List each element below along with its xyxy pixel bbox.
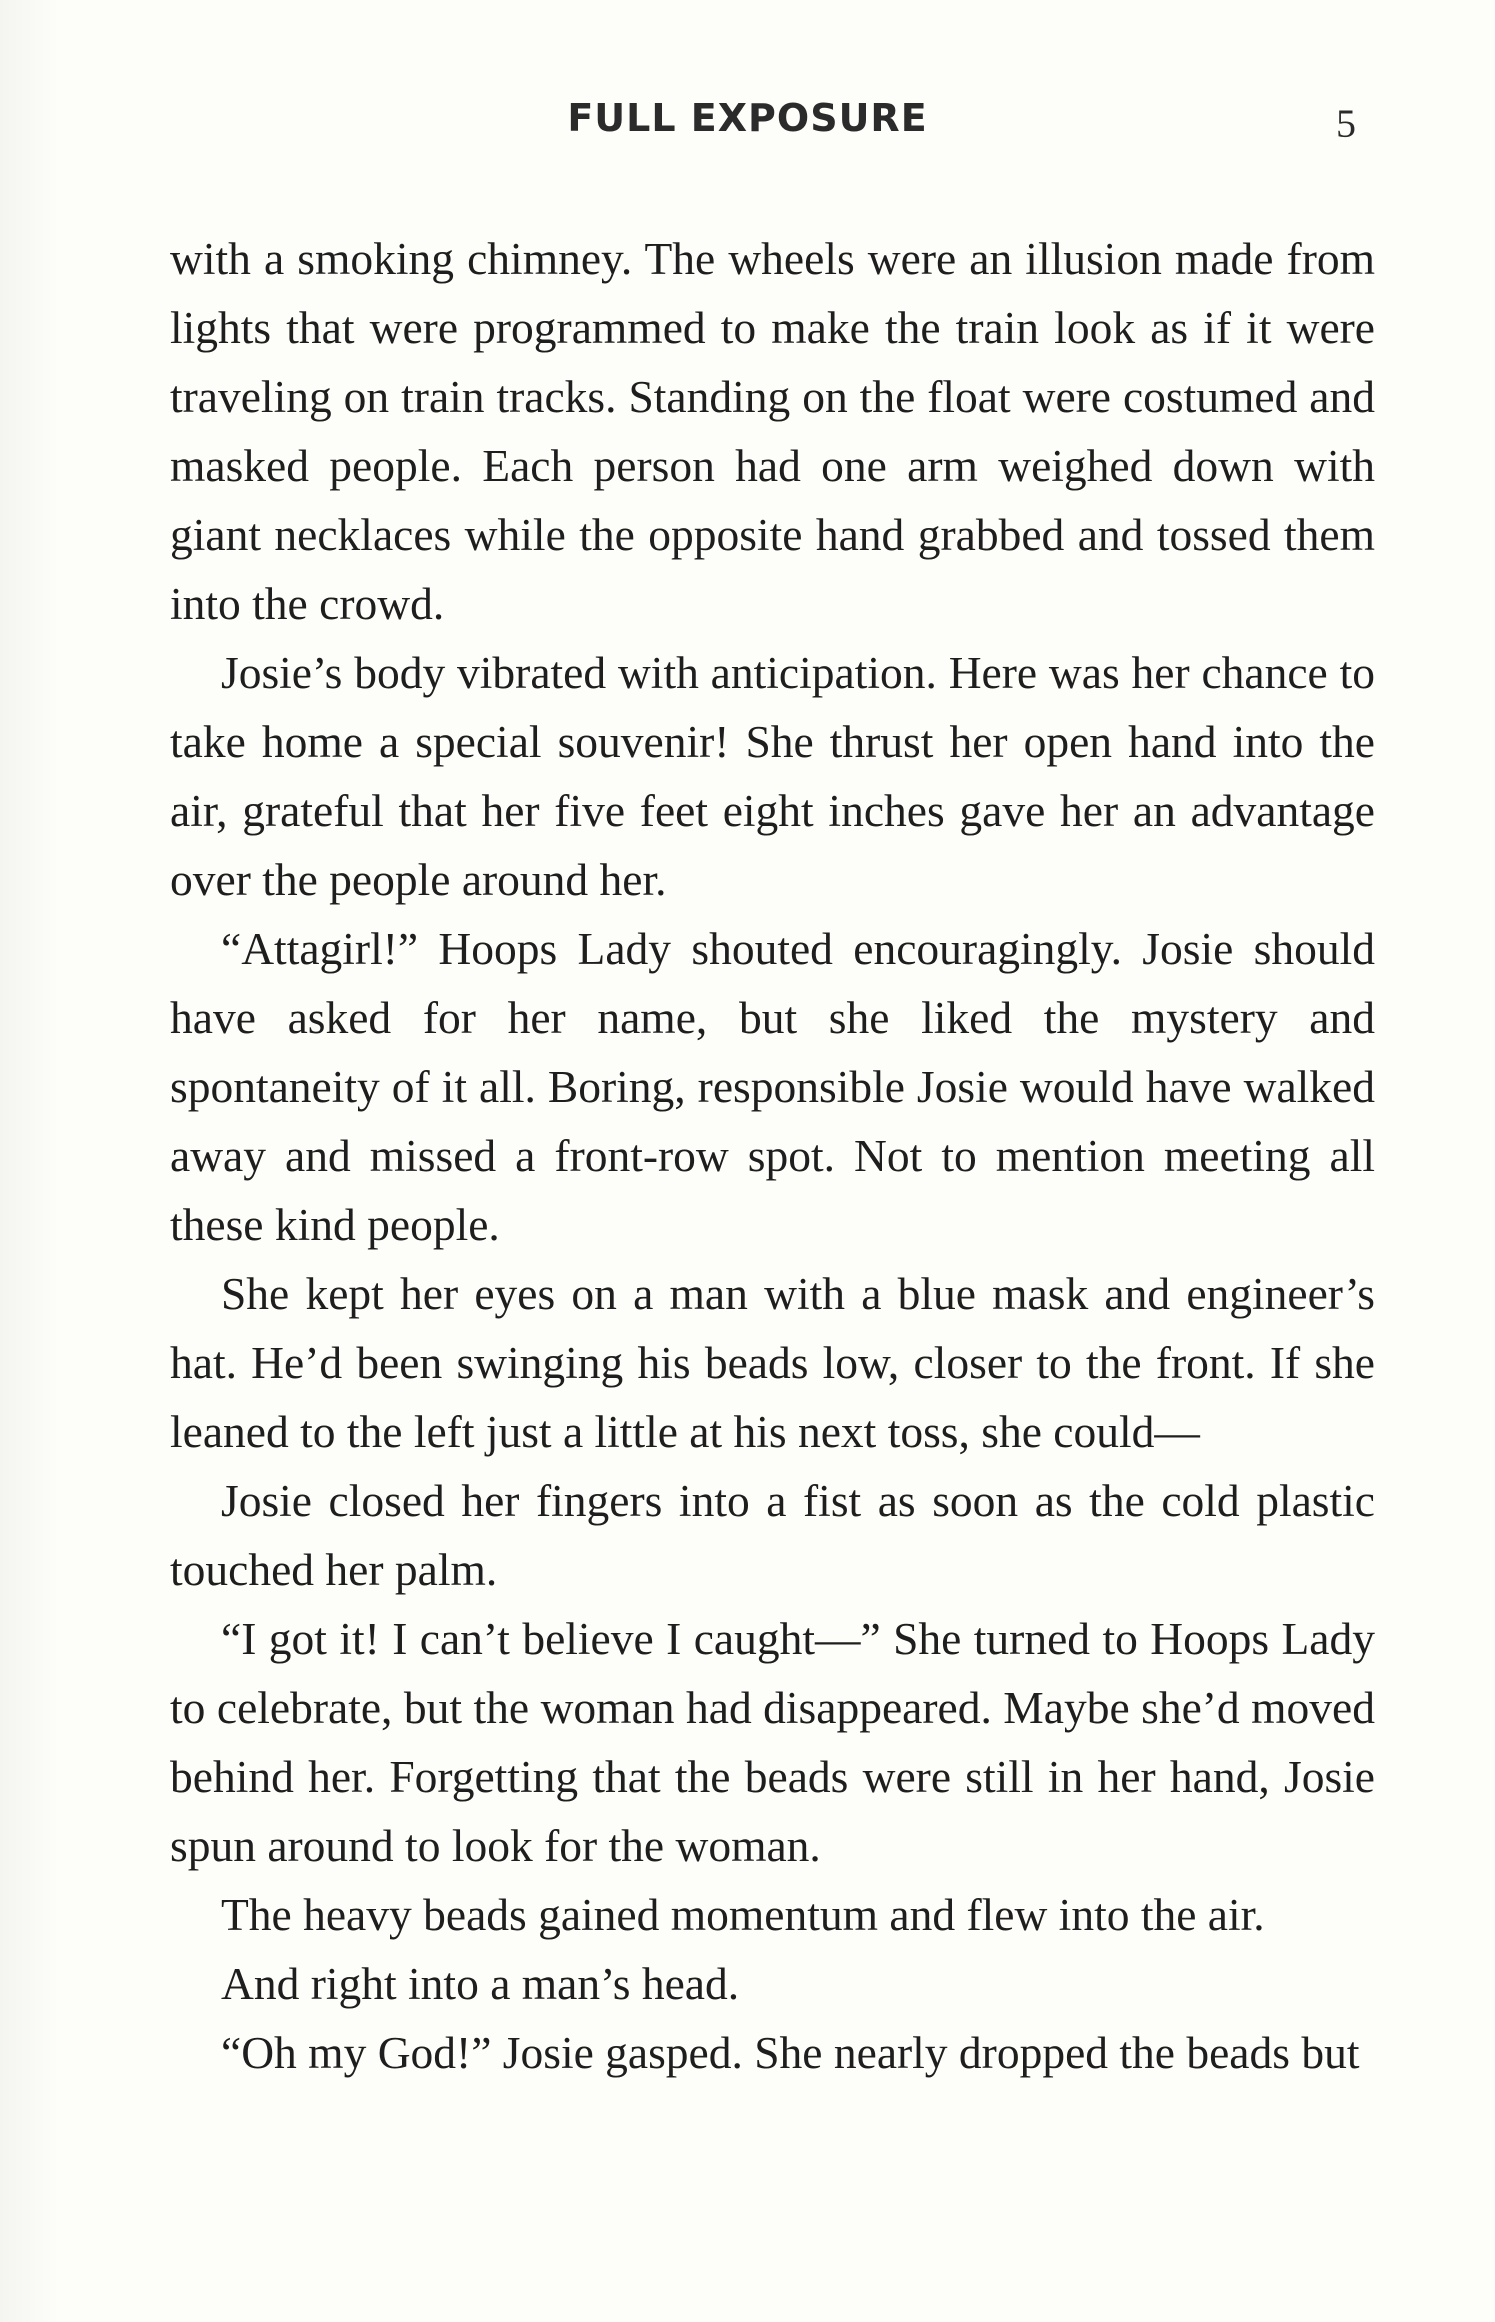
body-text [170,224,1375,2087]
paragraph: “I got it! I can’t believe I caught—” She turned to Hoops Lady to celebrate, but the woman had disappeared. Maybe she’d moved behind her. Forgetting that the beads were still in her hand, Josie spun around to look for the woman. [170,1613,1375,1871]
paragraph: And right into a man’s head. [221,1958,740,2009]
paragraph: The heavy beads gained momentum and flew into the air. [221,1889,1265,1940]
paragraph: She kept her eyes on a man with a blue mask and engineer’s hat. He’d been swinging his beads low, closer to the front. If she leaned to the left just a little at his next toss, she could— [170,1268,1375,1457]
running-title: FULL EXPOSURE [567,96,928,140]
paragraph: Josie’s body vibrated with anticipation. Here was her chance to take home a special souvenir! She thrust her open hand into the air, grateful that her five feet eight inches gave her an advantage over the people around her. [170,647,1375,905]
paragraph: “Attagirl!” Hoops Lady shouted encouragingly. Josie should have asked for her name, but she liked the mystery and spontaneity of it all. Boring, responsible Josie would have walked away and missed a front-row spot. Not to mention meeting all these kind people. [170,923,1375,1250]
page-number: 5 [1336,101,1356,146]
paragraph: “Oh my God!” Josie gasped. She nearly dropped the beads but [221,2027,1360,2078]
paragraph: Josie closed her fingers into a fist as soon as the cold plastic touched her palm. [170,1475,1375,1595]
paragraph: with a smoking chimney. The wheels were an illusion made from lights that were programmed to make the train look as if it were traveling on train tracks. Standing on the float were costumed and masked people. Each person had one arm weighed down with giant necklaces while the opposite hand grabbed and tossed them into the crowd. [170,233,1375,629]
